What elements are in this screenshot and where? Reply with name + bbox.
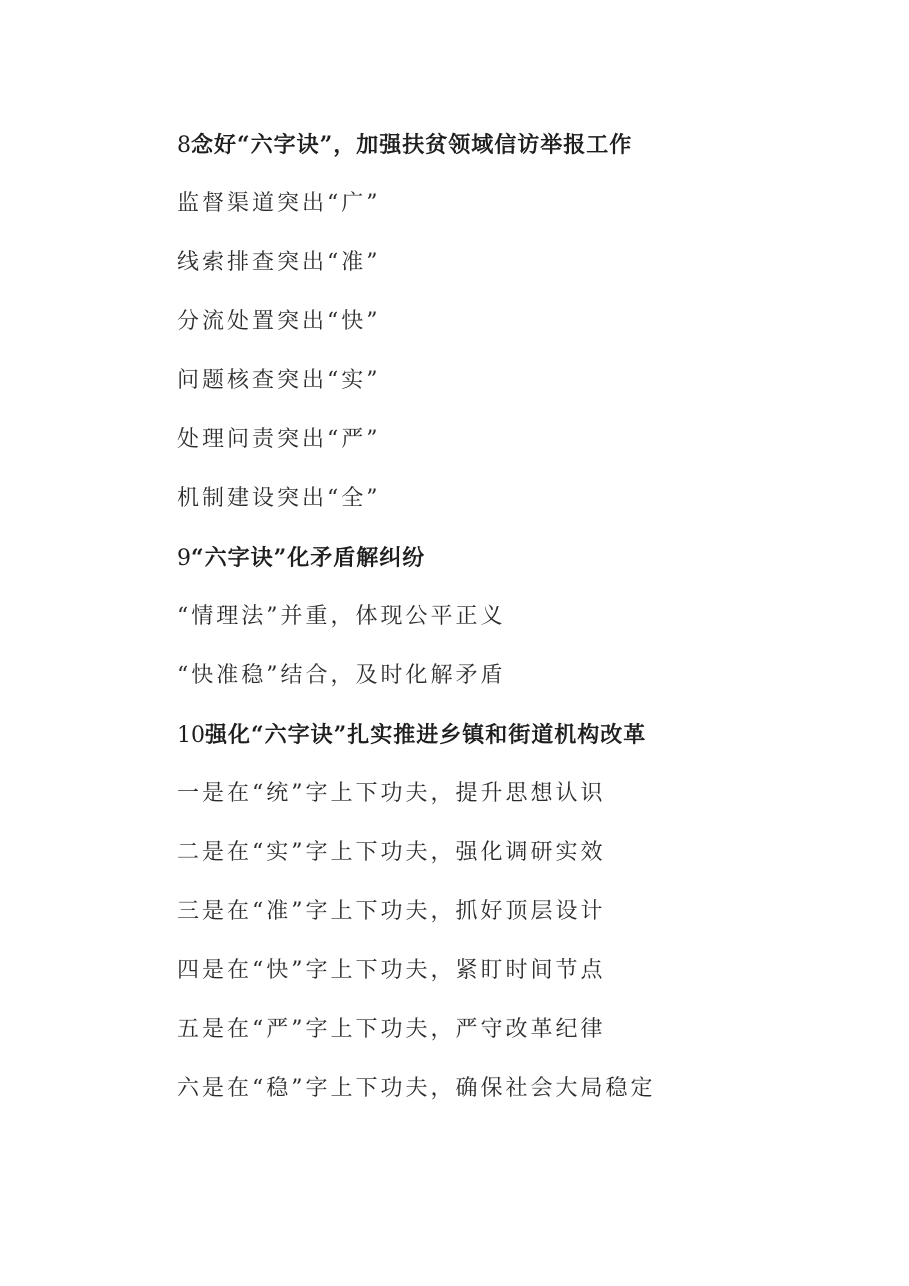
list-item: 处理问责突出“严” [177, 427, 381, 452]
list-item: 问题核查突出“实” [177, 368, 381, 393]
list-item: 分流处置突出“快” [177, 309, 381, 334]
section-heading-9 [177, 543, 425, 574]
list-item: “情理法”并重，体现公平正义 [177, 604, 506, 629]
list-item: 五是在“严”字上下功夫，严守改革纪律 [177, 1017, 606, 1042]
section-number: 8 [177, 133, 191, 158]
list-item: “快准稳”结合，及时化解矛盾 [177, 663, 506, 688]
list-item: 六是在“稳”字上下功夫，确保社会大局稳定 [177, 1076, 656, 1101]
list-item: 二是在“实”字上下功夫，强化调研实效 [177, 840, 606, 865]
section-title: “六字诀”化矛盾解纠纷 [191, 545, 426, 571]
list-item: 一是在“统”字上下功夫，提升思想认识 [177, 781, 606, 806]
list-item: 机制建设突出“全” [177, 486, 381, 511]
section-title: 强化“六字诀”扎实推进乡镇和街道机构改革 [205, 722, 647, 748]
section-title: 念好“六字诀”，加强扶贫领域信访举报工作 [191, 132, 633, 158]
section-number: 9 [177, 546, 191, 571]
section-heading-10 [177, 720, 646, 751]
list-item: 线索排查突出“准” [177, 250, 381, 275]
list-item: 四是在“快”字上下功夫，紧盯时间节点 [177, 958, 606, 983]
list-item: 三是在“准”字上下功夫，抓好顶层设计 [177, 899, 606, 924]
section-number: 10 [177, 723, 205, 748]
list-item: 监督渠道突出“广” [177, 191, 381, 216]
section-heading-8 [177, 130, 632, 161]
